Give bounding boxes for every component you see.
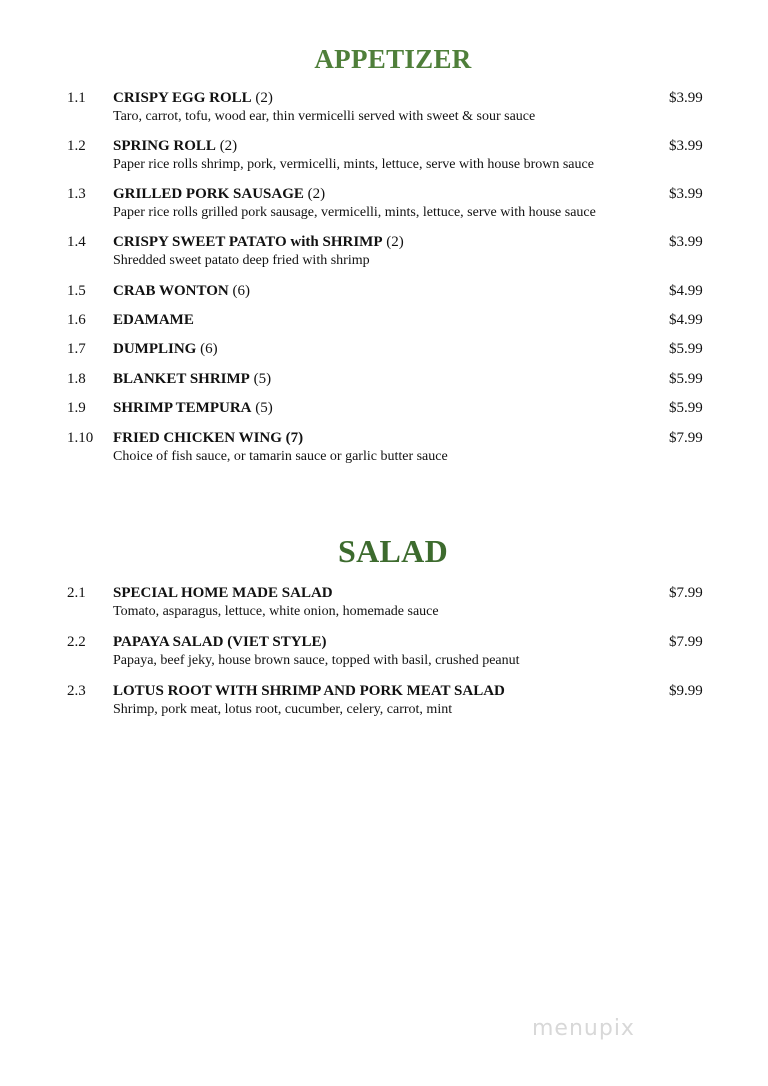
item-name: BLANKET SHRIMP	[113, 371, 250, 387]
item-number: 1.9	[67, 400, 86, 416]
item-name: FRIED CHICKEN WING (7)	[113, 430, 304, 446]
item-number: 1.5	[67, 283, 86, 299]
item-number: 2.1	[67, 585, 86, 601]
item-number: 1.8	[67, 371, 86, 387]
item-price: $4.99	[669, 283, 703, 299]
item-title	[113, 430, 303, 447]
item-description: Shrimp, pork meat, lotus root, cucumber, celery, carrot, mint	[113, 702, 453, 717]
item-number: 1.6	[67, 312, 86, 328]
item-number: 1.4	[67, 234, 86, 250]
item-price: $3.99	[669, 234, 703, 250]
item-name: SPRING ROLL	[113, 138, 216, 154]
item-price: $7.99	[669, 430, 703, 446]
item-title	[113, 186, 325, 203]
item-title	[113, 234, 404, 251]
item-name: DUMPLING	[113, 341, 197, 357]
item-number: 2.2	[67, 634, 86, 650]
item-description: Choice of fish sauce, or tamarin sauce or garlic butter sauce	[113, 449, 448, 464]
item-name: SHRIMP TEMPURA	[113, 400, 252, 416]
item-quantity: (2)	[251, 90, 273, 106]
item-title	[113, 283, 250, 300]
item-price: $7.99	[669, 634, 703, 650]
item-title	[113, 341, 218, 358]
item-price: $7.99	[669, 585, 703, 601]
item-price: $5.99	[669, 371, 703, 387]
item-title	[113, 634, 327, 651]
item-price: $3.99	[669, 90, 703, 106]
item-name: CRAB WONTON	[113, 283, 229, 299]
item-number: 1.3	[67, 186, 86, 202]
item-description: Taro, carrot, tofu, wood ear, thin vermicelli served with sweet & sour sauce	[113, 109, 536, 124]
appetizer-heading: APPETIZER	[314, 44, 472, 74]
item-name: PAPAYA SALAD (VIET STYLE)	[113, 634, 327, 650]
item-price: $3.99	[669, 186, 703, 202]
item-title	[113, 138, 237, 155]
item-name: CRISPY SWEET PATATO with SHRIMP	[113, 234, 383, 250]
item-quantity: (2)	[215, 138, 238, 154]
item-description: Tomato, asparagus, lettuce, white onion, homemade sauce	[113, 604, 439, 619]
item-quantity: (2)	[303, 186, 326, 202]
item-quantity: (2)	[382, 234, 404, 250]
item-quantity: (5)	[249, 371, 272, 387]
item-title	[113, 90, 273, 107]
item-number: 2.3	[67, 683, 86, 699]
item-number: 1.2	[67, 138, 86, 154]
item-name: EDAMAME	[113, 312, 194, 328]
item-description: Paper rice rolls shrimp, pork, vermicelli, mints, lettuce, serve with house brown sauce	[113, 157, 594, 172]
item-number: 1.7	[67, 341, 86, 357]
salad-heading: SALAD	[338, 533, 448, 569]
item-title	[113, 683, 505, 700]
item-name: CRISPY EGG ROLL	[113, 90, 252, 106]
item-quantity: (6)	[196, 341, 218, 357]
item-title	[113, 371, 271, 388]
item-description: Paper rice rolls grilled pork sausage, vermicelli, mints, lettuce, serve with house sauce	[113, 205, 596, 220]
item-number: 1.10	[67, 430, 94, 446]
item-name: LOTUS ROOT WITH SHRIMP AND PORK MEAT SALAD	[113, 683, 505, 699]
item-description: Shredded sweet patato deep fried with shrimp	[113, 253, 370, 268]
item-number: 1.1	[67, 90, 86, 106]
item-description: Papaya, beef jeky, house brown sauce, topped with basil, crushed peanut	[113, 653, 520, 668]
item-price: $3.99	[669, 138, 703, 154]
item-price: $4.99	[669, 312, 703, 328]
watermark-logo: menupix	[532, 1016, 635, 1041]
item-title	[113, 400, 273, 417]
item-price: $9.99	[669, 683, 703, 699]
item-quantity: (6)	[228, 283, 250, 299]
item-price: $5.99	[669, 341, 703, 357]
item-name: GRILLED PORK SAUSAGE	[113, 186, 304, 202]
item-name: SPECIAL HOME MADE SALAD	[113, 585, 333, 601]
item-title	[113, 585, 333, 602]
item-price: $5.99	[669, 400, 703, 416]
item-title	[113, 312, 194, 329]
item-quantity: (5)	[251, 400, 273, 416]
